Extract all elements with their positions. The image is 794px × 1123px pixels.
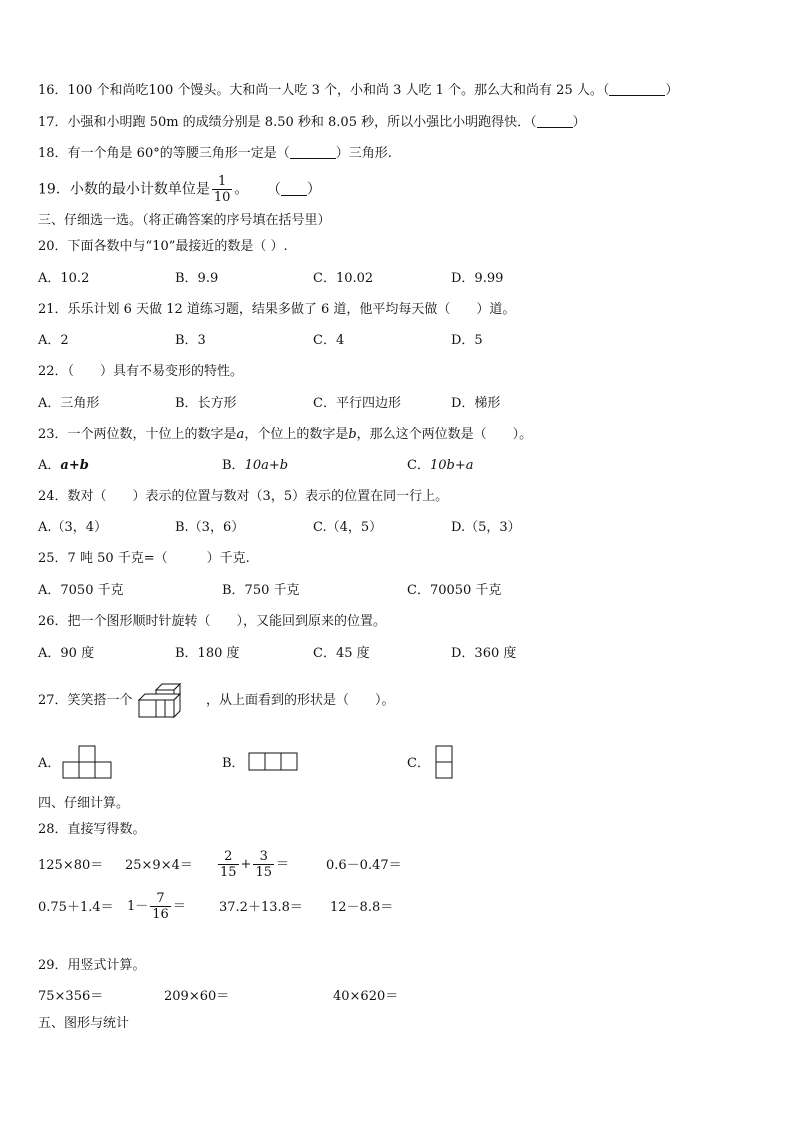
fraction-numerator: 2 (218, 849, 239, 865)
question-21: 21．乐乐计划 6 天做 12 道练习题，结果多做了 6 道，他平均每天做（ ）道。 (38, 302, 516, 317)
calc-item[interactable]: 25×9×4＝ (125, 858, 193, 873)
option-b[interactable]: B． (222, 756, 245, 771)
stacked-cubes-figure (136, 680, 190, 720)
option-b[interactable]: B．180 度 (175, 646, 240, 661)
option-expression: a+b (60, 458, 89, 473)
option-b[interactable]: B．750 千克 (222, 583, 300, 598)
question-23-prefix: 23．一个两位数，十位上的数字是 (38, 427, 237, 442)
question-28-title: 28．直接写得数。 (38, 822, 146, 837)
calc-item[interactable]: 75×356＝ (38, 989, 104, 1004)
option-c[interactable]: C． (407, 756, 430, 771)
calc-item[interactable]: 40×620＝ (333, 989, 399, 1004)
top-view-shape-a[interactable] (62, 745, 112, 779)
top-view-shape-b[interactable] (248, 752, 298, 772)
option-label: C． (407, 458, 430, 473)
option-label: B． (222, 458, 245, 473)
option-a[interactable]: A．10.2 (38, 271, 90, 286)
option-d[interactable]: D.（5，3） (451, 520, 521, 535)
question-18-close: ）三角形. (335, 146, 392, 161)
option-d[interactable]: D．360 度 (451, 646, 517, 661)
option-a[interactable]: A．2 (38, 333, 69, 348)
option-a[interactable] (38, 457, 89, 475)
option-d[interactable]: D．9.99 (451, 271, 504, 286)
calc-item[interactable]: 209×60＝ (164, 989, 230, 1004)
fraction-numerator: 3 (253, 849, 274, 865)
question-27-prefix: 27．笑笑搭一个 (38, 693, 133, 708)
option-a[interactable]: A．90 度 (38, 646, 95, 661)
option-a[interactable]: A．7050 千克 (38, 583, 124, 598)
question-19 (38, 174, 321, 205)
option-c[interactable]: C．平行四边形 (313, 396, 401, 411)
answer-blank[interactable] (290, 145, 336, 159)
option-c[interactable]: C．10.02 (313, 271, 374, 286)
option-c[interactable]: C．45 度 (313, 646, 370, 661)
fraction-numerator: 1 (212, 174, 233, 190)
section-4-heading: 四、仔细计算。 (38, 796, 130, 811)
option-expression: 10a+b (244, 458, 289, 473)
option-label: A． (38, 458, 61, 473)
section-3-heading: 三、仔细选一选。（将正确答案的序号填在括号里） (38, 213, 331, 228)
option-b[interactable] (222, 457, 288, 475)
fraction-denominator: 10 (213, 190, 231, 205)
fraction-2-15 (218, 849, 239, 880)
paren-close: ） (306, 181, 321, 198)
top-view-shape-c[interactable] (435, 745, 453, 779)
fraction-denominator: 16 (152, 907, 169, 922)
question-19-period: 。 (234, 181, 249, 198)
option-b[interactable]: B．9.9 (175, 271, 219, 286)
question-17-close: ） (572, 115, 586, 130)
question-20: 20．下面各数中与“10”最接近的数是（ ）. (38, 239, 288, 254)
paren-open: （ (266, 181, 281, 198)
question-18-text: 18．有一个角是 60°的等腰三角形一定是（ (38, 146, 290, 161)
option-b[interactable]: B．3 (175, 333, 206, 348)
option-d[interactable]: D．5 (451, 333, 483, 348)
option-c[interactable]: C．70050 千克 (407, 583, 502, 598)
calc-item[interactable]: 0.6－0.47＝ (326, 858, 402, 873)
variable-b: b (348, 427, 357, 442)
calc-item[interactable]: 0.75＋1.4＝ (38, 900, 114, 915)
section-5-heading: 五、图形与统计 (38, 1016, 130, 1031)
fraction-denominator: 15 (255, 865, 272, 880)
question-29-title: 29．用竖式计算。 (38, 958, 146, 973)
question-23 (38, 426, 532, 444)
question-16-text: 16．100 个和尚吃100 个馒头。大和尚一人吃 3 个，小和尚 3 人吃 1 个。那么大和尚有 25 人。（ (38, 83, 610, 98)
option-a[interactable]: A.（3，4） (38, 520, 108, 535)
fraction-numerator: 7 (150, 891, 171, 907)
question-26: 26．把一个图形顺时针旋转（ ），又能回到原来的位置。 (38, 614, 387, 629)
option-c[interactable]: C.（4，5） (313, 520, 383, 535)
option-d[interactable]: D．梯形 (451, 396, 501, 411)
option-a[interactable]: A．三角形 (38, 396, 100, 411)
variable-a: a (236, 427, 245, 442)
question-23-suffix: ，那么这个两位数是（ ）。 (356, 427, 533, 442)
option-c[interactable] (407, 457, 473, 475)
fraction-expression[interactable] (127, 887, 186, 927)
equals-sign: ＝ (276, 857, 290, 872)
plus-sign: + (240, 857, 252, 872)
question-22: 22．（ ）具有不易变形的特性。 (38, 364, 244, 379)
equals-sign: ＝ (172, 899, 186, 914)
question-17-text: 17．小强和小明跑 50m 的成绩分别是 8.50 秒和 8.05 秒，所以小强比小明跑得快．（ (38, 115, 537, 130)
question-23-middle: ，个位上的数字是 (244, 427, 349, 442)
answer-blank[interactable] (281, 182, 307, 196)
question-16-close: ） (665, 83, 679, 98)
option-expression: 10b+a (429, 458, 474, 473)
option-b[interactable]: B．长方形 (175, 396, 237, 411)
option-c[interactable]: C．4 (313, 333, 345, 348)
calc-item[interactable]: 37.2＋13.8＝ (219, 900, 303, 915)
question-16 (38, 82, 678, 100)
fraction-one-tenth (212, 174, 233, 205)
question-25: 25．7 吨 50 千克=（ ）千克. (38, 551, 250, 566)
answer-blank[interactable] (537, 114, 573, 128)
fraction-3-15 (253, 849, 274, 880)
answer-blank[interactable] (609, 82, 665, 96)
option-b[interactable]: B.（3，6） (175, 520, 245, 535)
question-27-suffix: ，从上面看到的形状是（ ）。 (206, 693, 395, 708)
question-17 (38, 114, 586, 132)
calc-item[interactable]: 12－8.8＝ (330, 900, 394, 915)
question-19-text: 19．小数的最小计数单位是 (38, 181, 210, 198)
fraction-expression[interactable] (216, 845, 289, 885)
fraction-denominator: 15 (220, 865, 237, 880)
question-24: 24．数对（ ）表示的位置与数对（3，5）表示的位置在同一行上。 (38, 489, 449, 504)
whole-number-minus: 1－ (127, 899, 149, 914)
option-a[interactable]: A． (38, 756, 61, 771)
question-18 (38, 145, 392, 163)
calc-item[interactable]: 125×80＝ (38, 858, 104, 873)
fraction-7-16 (150, 891, 171, 922)
